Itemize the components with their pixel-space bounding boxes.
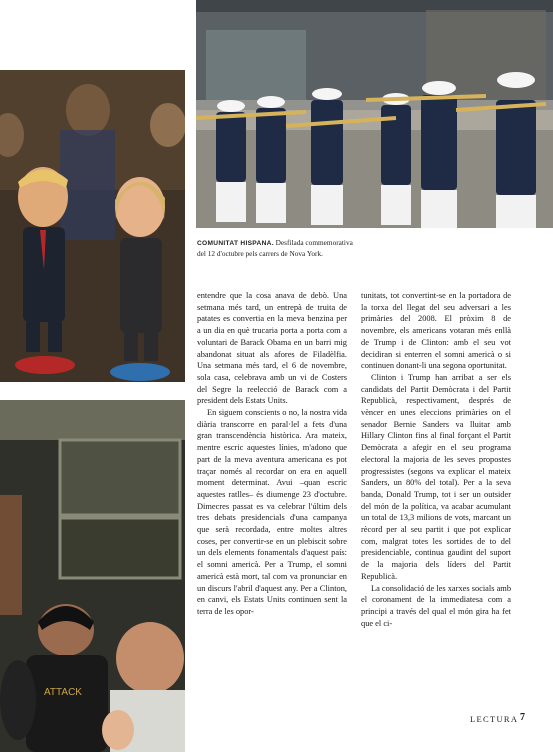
article-paragraph: En siguem conscients o no, la nostra vida diària transcorre en paral·lel a fets d'una gran transcendència històrica. Ara mateix, mentre escric aquestes línies, m'adono que part de la meva aventura americana es pot traçar només al recordar on era en aquell moment determinat. Avui –quan escric aquestes ratlles– és diumenge 23 d'octubre. Dimecres passat es va celebrar l'últim dels tres debats presidencials d'una campanya que serà recordada, entre moltes altres coses, per convertir-se en un plebiscit sobre un dels elements fonamentals d'aquest país: el somni americà. Per a Trump, el somni americà està mort, tal com va pronunciar en un discurs l'abril d'aquest any. Per a Clinton, en canvi, els Estats Units continuen sent la terra de les opor- bbox=[197, 408, 347, 616]
subway-illustration bbox=[0, 400, 185, 752]
marching-band-illustration bbox=[196, 0, 553, 228]
article-column-1 bbox=[197, 290, 347, 618]
article-paragraph: entendre que la cosa anava de debò. Una setmana més tard, un entrepà de truita de patates es convertia en la meva benzina per a un dia en què trucaria porta a porta com a voluntari de Barack Obama en un barri mig abandonat situat als afores de Filadèlfia. Una setmana més tard, el 6 de novembre, sola casa, celebrava amb un vi de Costers del Segre la reelecció de Barack com a president dels Estats Units. bbox=[197, 291, 347, 406]
article-paragraph: tunitats, tot convertint-se en la portadora de la torxa del llegat del seu adversari a les primàries del 2008. El pròxim 8 de novembre, els americans votaran més enllà de Trump i de Clinton: amb el seu vot decidiran si enterren el somni americà o si continuen donant-li una segona oportunitat. bbox=[361, 291, 511, 371]
caption-text: Desfilada commemorativa del 12 d'octubre pels carrers de Nova York. bbox=[197, 238, 353, 258]
caption-lead: COMUNITAT HISPANA. bbox=[197, 240, 274, 247]
section-label: LECTURA bbox=[470, 714, 519, 724]
subway-photo bbox=[0, 400, 185, 752]
photo-caption bbox=[197, 238, 357, 258]
svg-text:ATTACK: ATTACK bbox=[44, 687, 82, 698]
article-paragraph: Clinton i Trump han arribat a ser els candidats del Partit Demòcrata i del Partit Republicà, respectivament, després de vèncer en unes eleccions primàries on el senador Bernie Sanders va lluitar amb Hillary Clinton fins al final forçant el Partit Demòcrata a afegir en el seu programa electoral la majoria de les seves propostes progressistes (segons va explicar el mateix Sanders, un 80% del total). Per a la seva banda, Donald Trump, tot i ser un outsider del món de la política, va acabar acumulant un total de 13,3 milions de vots, marcant un rècord per al seu partit i que pot explicar com, malgrat totes les sortides de to del presidenciable, continua gaudint del suport de la majoria dels líders del Partit Republicà. bbox=[361, 372, 511, 581]
marching-band-photo bbox=[196, 0, 553, 228]
article-paragraph: La consolidació de les xarxes socials amb el coronament de la immediatesa com a principi a través del qual el món gira ha fet que el ci- bbox=[361, 583, 512, 628]
bobblehead-illustration bbox=[0, 70, 185, 382]
page-number: 7 bbox=[520, 712, 525, 723]
article-column-2 bbox=[361, 290, 511, 629]
bobblehead-photo bbox=[0, 70, 185, 382]
